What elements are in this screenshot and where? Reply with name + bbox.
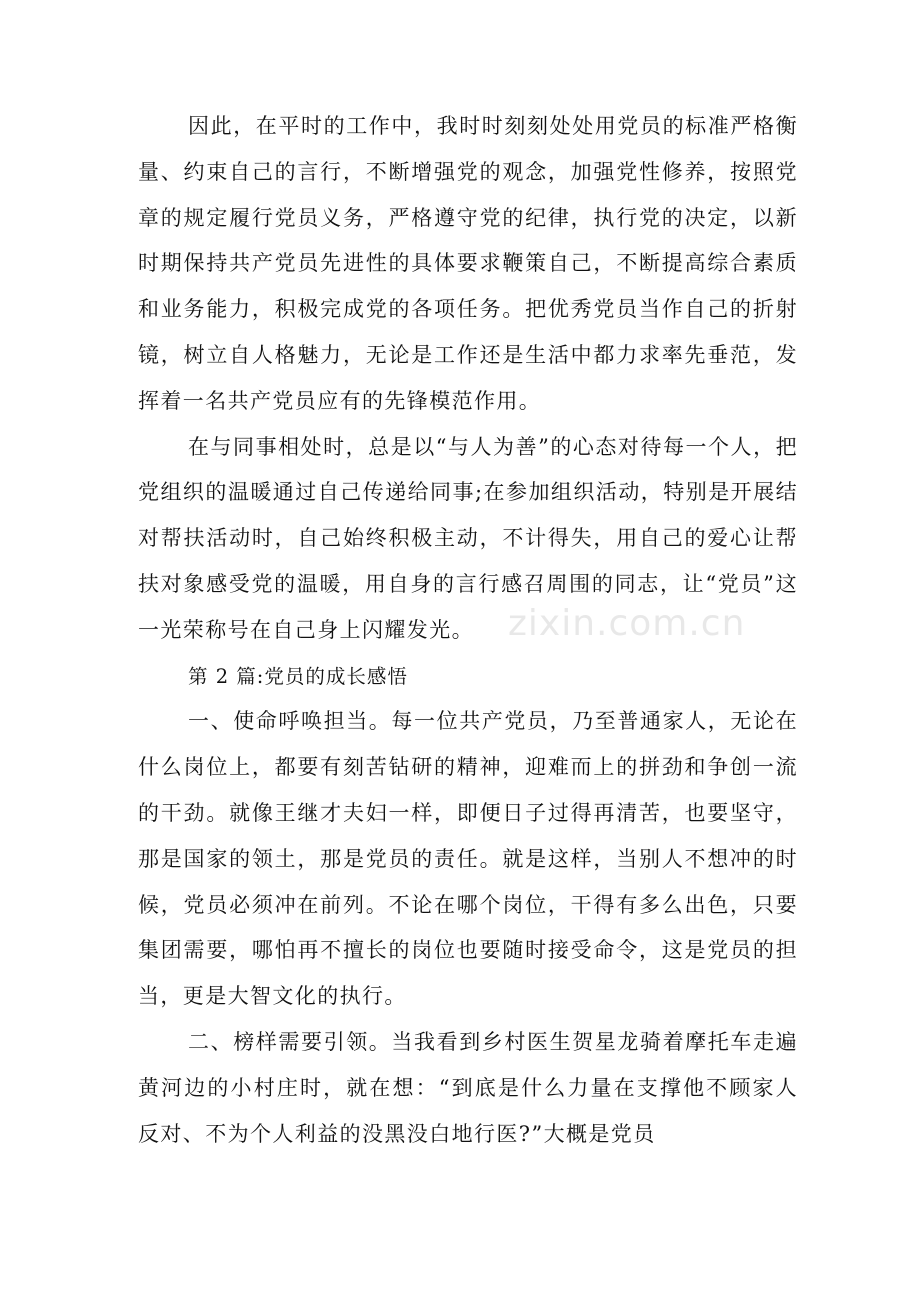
paragraph-4: 二、榜样需要引领。当我看到乡村医生贺星龙骑着摩托车走遍黄河边的小村庄时，就在想：“到底是什么力量在支撑他不顾家人反对、不为个人利益的没黑没白地行医?”大概是党员 — [138, 1029, 798, 1146]
watermark: zixin.com.cn — [508, 603, 746, 644]
paragraph-3: 一、使命呼唤担当。每一位共产党员，乃至普通家人，无论在什么岗位上，都要有刻苦钻研的精神，迎难而上的拼劲和争创一流的干劲。就像王继才夫妇一样，即便日子过得再清苦，也要坚守，那是国家的领土，那是党员的责任。就是这样，当别人不想冲的时候，党员必须冲在前列。不论在哪个岗位，干得有多么出色，只要集团需要，哪怕再不擅长的岗位也要随时接受命令，这是党员的担当，更是大智文化的执行。 — [138, 709, 798, 1009]
paragraph-1: 因此，在平时的工作中，我时时刻刻处处用党员的标准严格衡量、约束自己的言行，不断增强党的观念，加强党性修养，按照党章的规定履行党员义务，严格遵守党的纪律，执行党的决定，以新时期保持共产党员先进性的具体要求鞭策自己，不断提高综合素质和业务能力，积极完成党的各项任务。把优秀党员当作自己的折射镜，树立自人格魅力，无论是工作还是生活中都力求率先垂范，发挥着一名共产党员应有的先锋模范作用。 — [138, 114, 798, 413]
paragraph-2: 在与同事相处时，总是以“与人为善”的心态对待每一个人，把党组织的温暖通过自己传递给同事;在参加组织活动，特别是开展结对帮扶活动时，自己始终积极主动，不计得失，用自己的爱心让帮扶对象感受党的温暖，用自身的言行感召周围的同志，让“党员”这一光荣称号在自己身上闪耀发光。 — [138, 434, 798, 642]
document-body — [138, 104, 798, 1157]
section-heading: 第 2 篇:党员的成长感悟 — [188, 664, 408, 688]
